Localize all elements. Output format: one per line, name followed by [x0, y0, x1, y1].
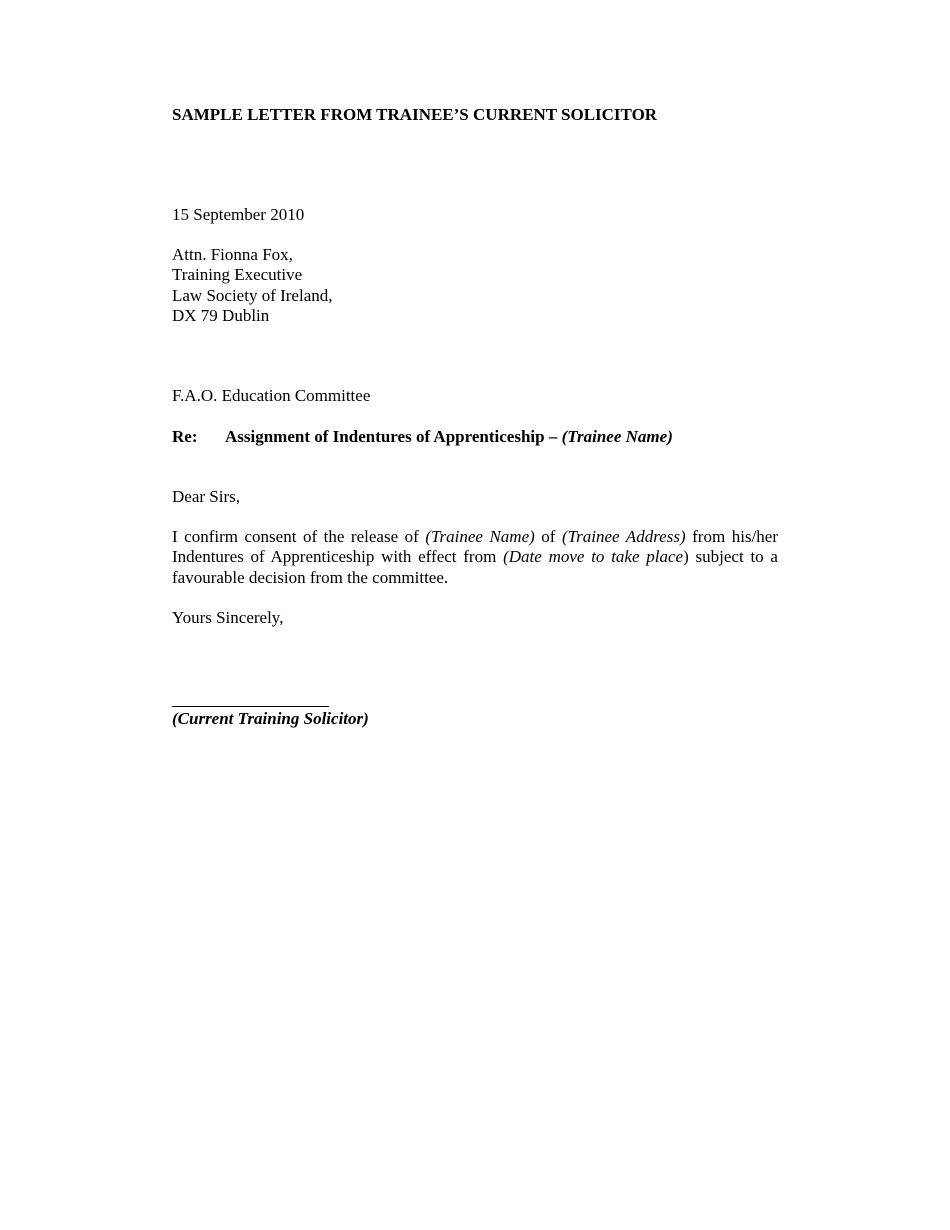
body-text: of [534, 527, 562, 546]
document-heading: SAMPLE LETTER FROM TRAINEE’S CURRENT SOLICITOR [172, 105, 658, 124]
address-line: Attn. Fionna Fox, [172, 245, 293, 264]
subject-placeholder: (Trainee Name) [561, 427, 673, 446]
salutation: Dear Sirs, [172, 487, 240, 506]
body-text: ) subject to a favourable decision from the committee. [172, 547, 778, 587]
address-line: DX 79 Dublin [172, 306, 270, 326]
recipient-address [172, 245, 778, 327]
closing: Yours Sincerely, [172, 608, 284, 627]
signature-line [172, 706, 329, 707]
date-placeholder: (Date move to take place [503, 547, 684, 567]
re-label: Re: [172, 427, 198, 446]
address-line: Training Executive [172, 265, 303, 285]
trainee-name-placeholder: (Trainee Name) [425, 527, 535, 546]
fao-line: F.A.O. Education Committee [172, 386, 371, 405]
signatory-name: (Current Training Solicitor) [172, 709, 369, 728]
trainee-address-placeholder: (Trainee Address) [561, 527, 686, 546]
body-text: I confirm consent of the release of [172, 527, 426, 546]
subject-text: Assignment of Indentures of Apprenticeship – [225, 427, 562, 446]
subject-line [172, 427, 778, 447]
letter-date: 15 September 2010 [172, 205, 305, 224]
body-paragraph [172, 527, 778, 588]
address-line: Law Society of Ireland, [172, 285, 333, 305]
body-text: from his/her Indentures of Apprenticeship with effect from [172, 527, 778, 567]
